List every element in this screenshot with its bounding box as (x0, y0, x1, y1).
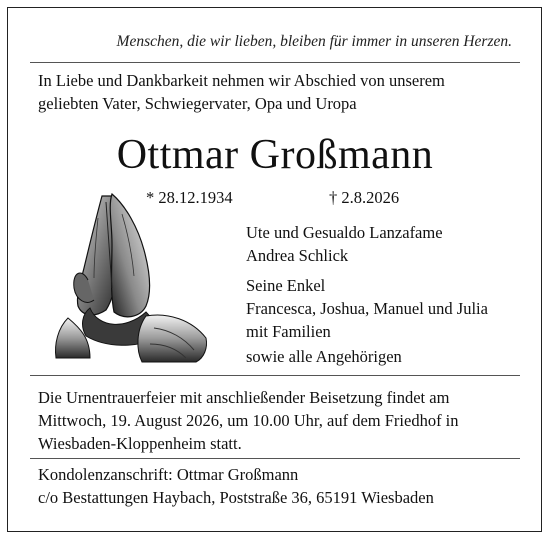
birth-date: * 28.12.1934 (146, 188, 233, 207)
mourner-line: Francesca, Joshua, Manuel und Julia (246, 299, 488, 318)
mourner-line: Ute und Gesualdo Lanzafame (246, 223, 443, 242)
ceremony-line-2: Mittwoch, 19. August 2026, um 10.00 Uhr, auf dem Friedhof in (38, 411, 459, 430)
ceremony-line-3: Wiesbaden-Kloppenheim statt. (38, 434, 242, 453)
intro-line-2: geliebten Vater, Schwiegervater, Opa und Uropa (38, 94, 357, 113)
motto: Menschen, die wir lieben, bleiben für immer in unseren Herzen. (116, 33, 512, 50)
deceased-name: Ottmar Großmann (116, 132, 434, 178)
middle-divider (30, 375, 520, 376)
praying-hands-icon (50, 188, 210, 366)
mourner-line: Seine Enkel (246, 276, 326, 295)
mourner-line: mit Familien (246, 322, 331, 341)
bottom-divider (30, 458, 520, 459)
address-line-1: Kondolenzanschrift: Ottmar Großmann (38, 465, 299, 484)
top-divider (30, 62, 520, 63)
death-date: † 2.8.2026 (329, 188, 400, 207)
intro-line-1: In Liebe und Dankbarkeit nehmen wir Abschied von unserem (38, 71, 445, 90)
mourner-line: sowie alle Angehörigen (246, 347, 402, 366)
mourner-line: Andrea Schlick (246, 246, 349, 265)
address-line-2: c/o Bestattungen Haybach, Poststraße 36, 65191 Wiesbaden (38, 488, 434, 507)
ceremony-line-1: Die Urnentrauerfeier mit anschließender Beisetzung findet am (38, 388, 450, 407)
